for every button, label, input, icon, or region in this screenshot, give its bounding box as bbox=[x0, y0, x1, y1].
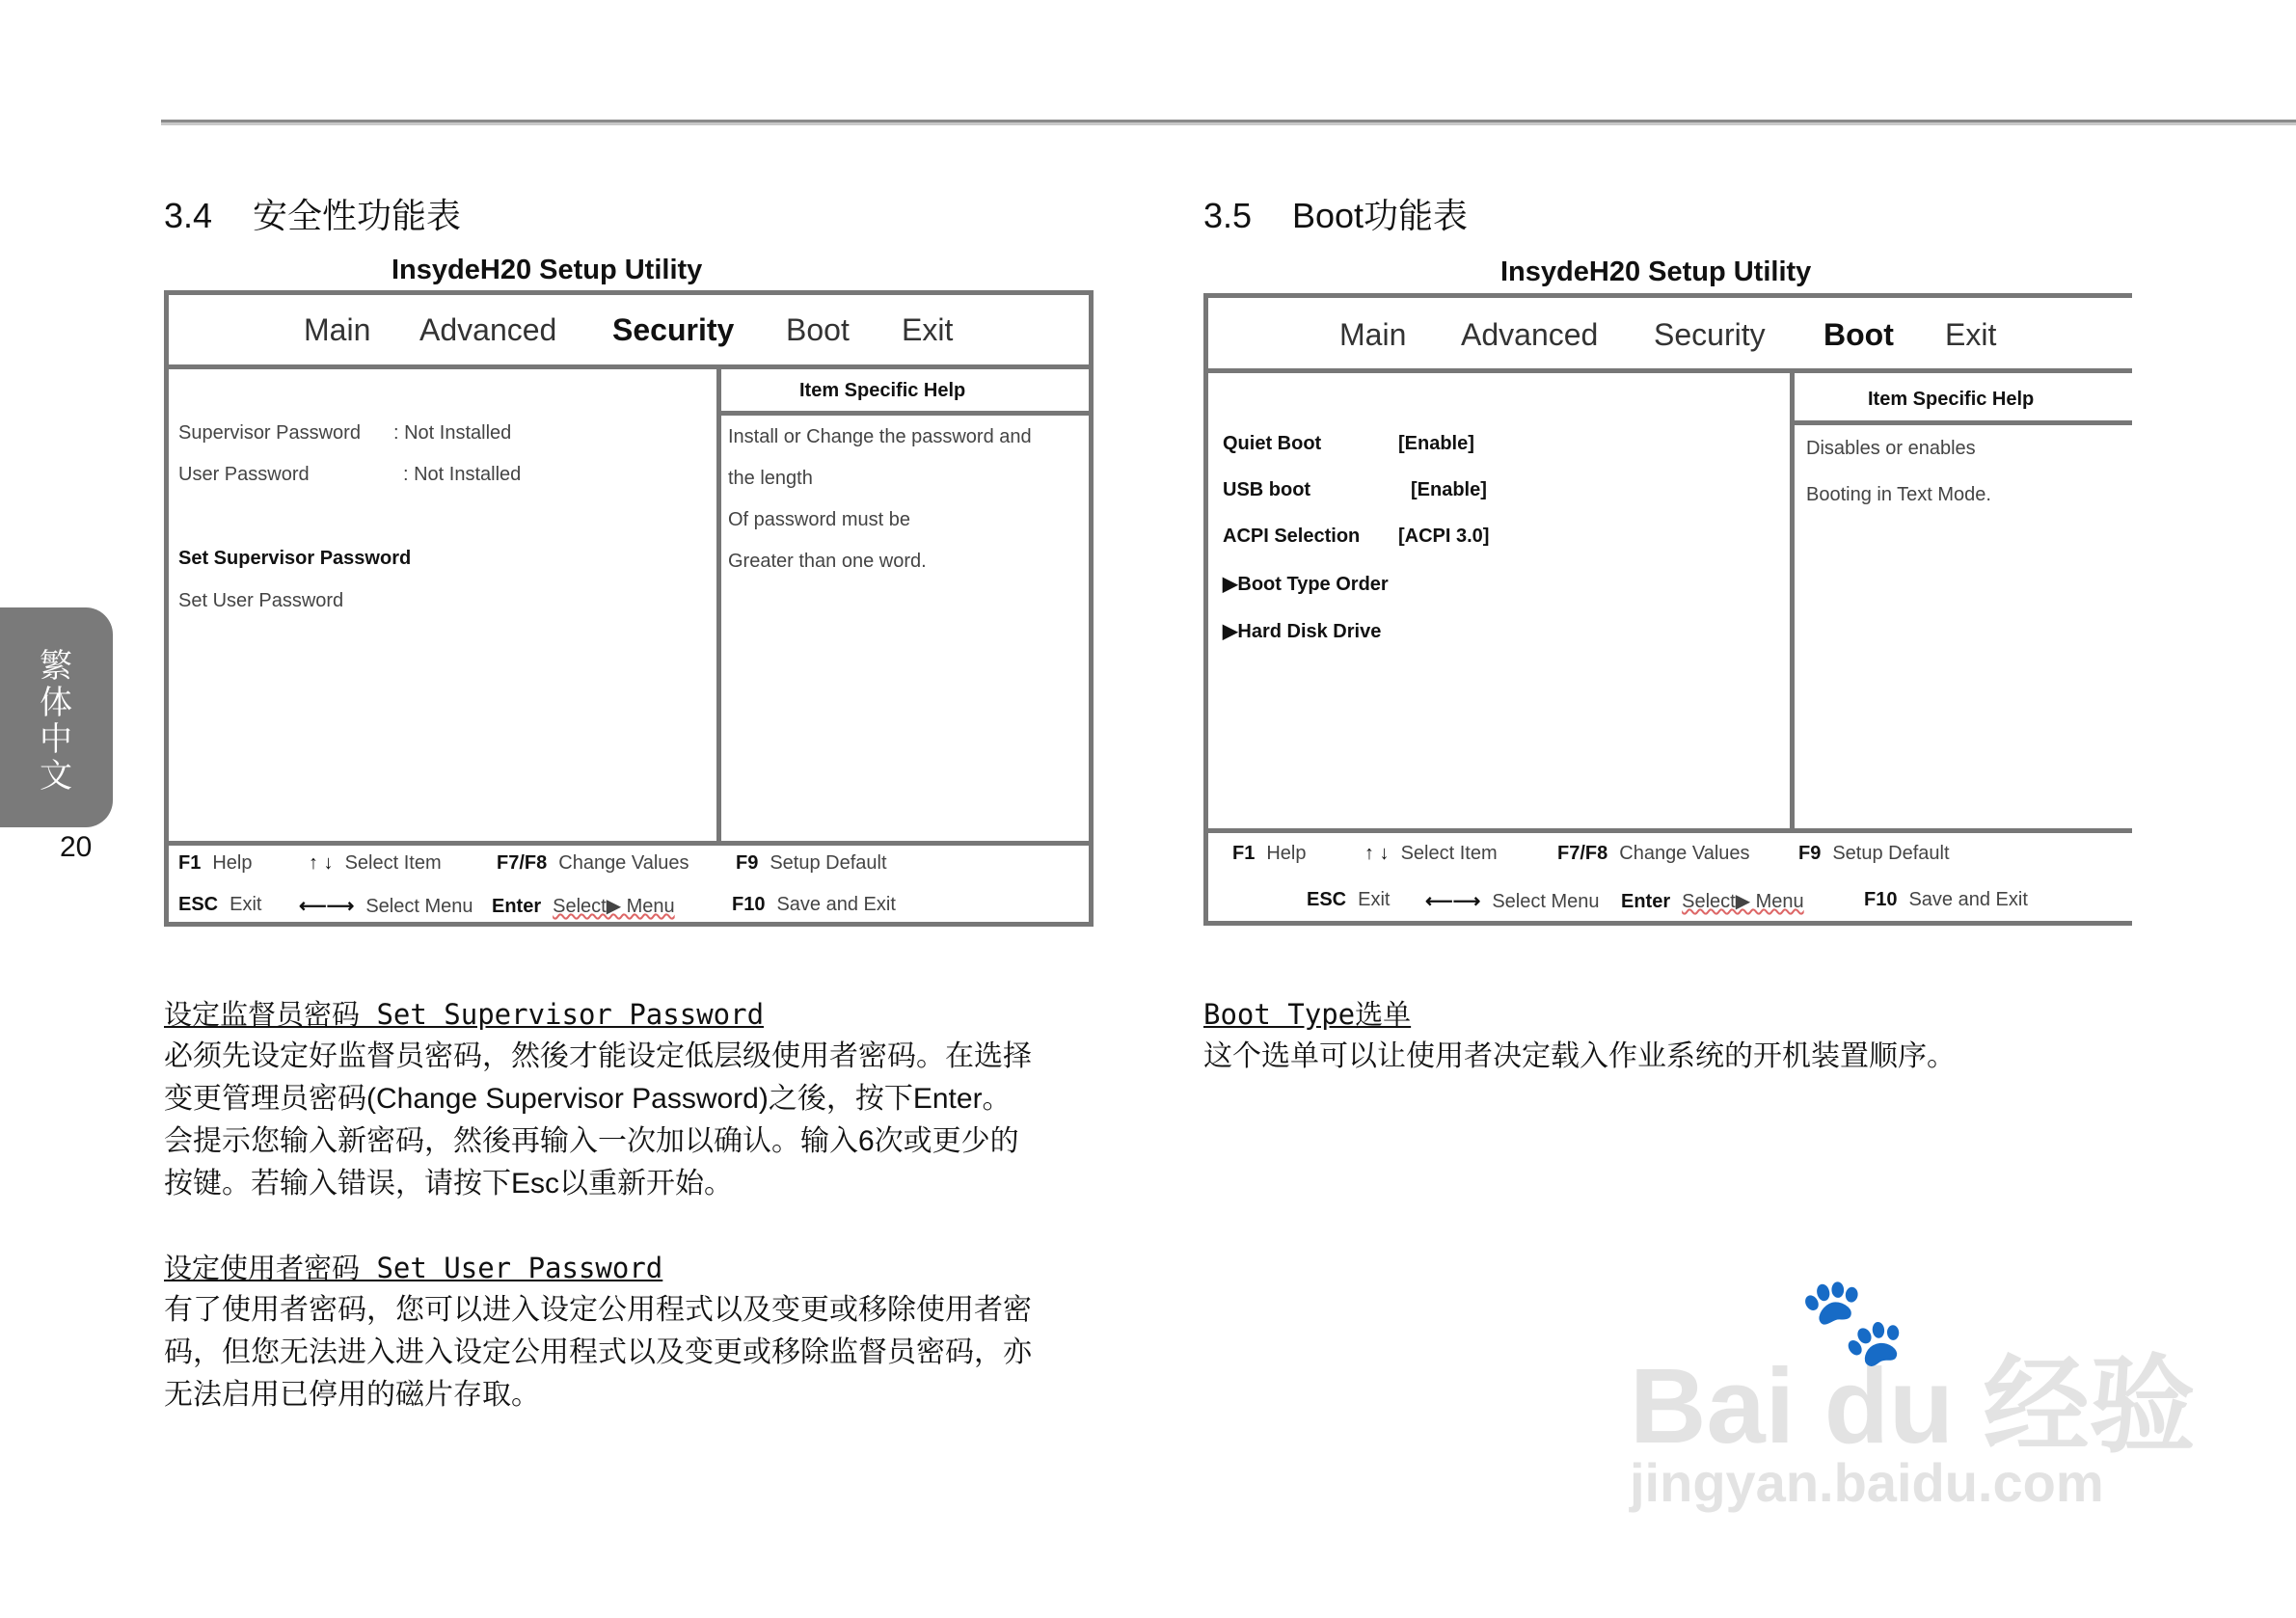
bios-screen-boot bbox=[1203, 293, 2132, 926]
key-label: Select Item bbox=[344, 852, 442, 874]
usb-boot-value[interactable]: [Enable] bbox=[1411, 479, 1487, 500]
footer-enter bbox=[492, 894, 675, 918]
key-label: Exit bbox=[1358, 889, 1391, 910]
key-label: Select▶ Menu bbox=[553, 896, 675, 917]
user-password-label: User Password bbox=[178, 464, 310, 485]
section-title: 安全性功能表 bbox=[253, 196, 462, 235]
top-rule bbox=[161, 120, 2296, 125]
menu-security[interactable]: Security bbox=[1654, 317, 1766, 352]
footer-updown bbox=[1364, 843, 1498, 865]
panel-divider bbox=[1790, 368, 1795, 832]
baidu-watermark-logo: Bai du 经验 bbox=[1630, 1347, 2196, 1466]
menu-exit[interactable]: Exit bbox=[902, 312, 954, 347]
footer-enter bbox=[1621, 889, 1804, 913]
help-header-divider bbox=[716, 411, 1089, 416]
menu-boot[interactable]: Boot bbox=[786, 312, 850, 347]
footer-esc bbox=[1307, 889, 1390, 911]
quiet-boot-value[interactable]: [Enable] bbox=[1398, 433, 1474, 454]
paw-icon: 🐾 bbox=[1798, 1274, 1907, 1370]
key: F7/F8 bbox=[497, 852, 548, 874]
key: ↑ ↓ bbox=[309, 852, 334, 874]
bios-title: InsydeH20 Setup Utility bbox=[1500, 256, 1812, 287]
key-label: Select Menu bbox=[365, 896, 473, 917]
set-supervisor-password-item[interactable]: Set Supervisor Password bbox=[178, 548, 412, 569]
key: F9 bbox=[736, 852, 759, 874]
section-number: 3.5 bbox=[1203, 196, 1253, 235]
footer-f9 bbox=[736, 852, 887, 875]
side-tab-label: 繁体中文 bbox=[40, 648, 72, 795]
key-label: Select Menu bbox=[1492, 891, 1600, 912]
help-line: Of password must be bbox=[728, 509, 910, 530]
key: ⟵⟶ bbox=[1425, 891, 1481, 912]
panel-divider bbox=[716, 364, 721, 845]
acpi-selection-label[interactable]: ACPI Selection bbox=[1223, 526, 1361, 547]
paragraph-line: 无法启用已停用的磁片存取。 bbox=[164, 1379, 540, 1411]
key: F10 bbox=[1864, 889, 1898, 910]
key-label: Setup Default bbox=[1832, 843, 1950, 864]
key: F7/F8 bbox=[1557, 843, 1608, 864]
help-line: Install or Change the password and bbox=[728, 426, 1032, 447]
hard-disk-drive-item[interactable]: ▶Hard Disk Drive bbox=[1223, 621, 1382, 642]
menu-security[interactable]: Security bbox=[612, 312, 735, 347]
footer-divider bbox=[169, 841, 1089, 846]
menu-advanced[interactable]: Advanced bbox=[1461, 317, 1599, 352]
footer-f7f8 bbox=[497, 852, 689, 875]
key: ⟵⟶ bbox=[299, 896, 355, 917]
bios-menubar bbox=[1208, 298, 2132, 373]
key-label: Select Item bbox=[1400, 843, 1498, 864]
key-label: Help bbox=[1266, 843, 1307, 864]
menu-exit[interactable]: Exit bbox=[1945, 317, 1997, 352]
bios-menubar bbox=[169, 295, 1089, 369]
menu-main[interactable]: Main bbox=[304, 312, 371, 347]
user-password-value: : Not Installed bbox=[403, 464, 522, 485]
paragraph-heading: 设定监督员密码 Set Supervisor Password bbox=[164, 998, 765, 1031]
help-line: Disables or enables bbox=[1806, 438, 1976, 459]
footer-leftright bbox=[1425, 889, 1600, 913]
footer-leftright bbox=[299, 894, 473, 918]
paragraph-line: 码，但您无法进入进入设定公用程式以及变更或移除监督员密码，亦 bbox=[164, 1336, 1032, 1368]
paragraph-line: 按键。若输入错误，请按下Esc以重新开始。 bbox=[164, 1168, 734, 1200]
key-label: Select▶ Menu bbox=[1682, 891, 1804, 912]
supervisor-password-label: Supervisor Password bbox=[178, 422, 361, 444]
key: Enter bbox=[492, 896, 542, 917]
key: F1 bbox=[1232, 843, 1256, 864]
help-title: Item Specific Help bbox=[1868, 389, 2035, 410]
footer-f9 bbox=[1798, 843, 1950, 865]
key: F1 bbox=[178, 852, 202, 874]
baidu-watermark-url: jingyan.baidu.com bbox=[1630, 1452, 2104, 1513]
menu-advanced[interactable]: Advanced bbox=[419, 312, 557, 347]
key: F9 bbox=[1798, 843, 1822, 864]
paragraph-heading: 设定使用者密码 Set User Password bbox=[164, 1252, 663, 1284]
set-user-password-item[interactable]: Set User Password bbox=[178, 590, 344, 611]
help-title: Item Specific Help bbox=[799, 380, 966, 401]
key-label: Save and Exit bbox=[1908, 889, 2028, 910]
paragraph-heading: Boot Type选单 bbox=[1203, 998, 1412, 1031]
key: ESC bbox=[1307, 889, 1347, 910]
page-number: 20 bbox=[60, 831, 93, 863]
acpi-selection-value[interactable]: [ACPI 3.0] bbox=[1398, 526, 1490, 547]
footer-esc bbox=[178, 894, 261, 916]
help-line: Greater than one word. bbox=[728, 551, 927, 572]
key-label: Help bbox=[212, 852, 253, 874]
key: ESC bbox=[178, 894, 219, 915]
usb-boot-label[interactable]: USB boot bbox=[1223, 479, 1311, 500]
section-heading-boot bbox=[1203, 189, 1468, 238]
footer-f1 bbox=[1232, 843, 1306, 865]
footer-f1 bbox=[178, 852, 252, 875]
menu-boot[interactable]: Boot bbox=[1823, 317, 1894, 352]
key-label: Save and Exit bbox=[776, 894, 896, 915]
supervisor-password-value: : Not Installed bbox=[393, 422, 512, 444]
key-label: Change Values bbox=[558, 852, 689, 874]
help-line: Booting in Text Mode. bbox=[1806, 484, 1991, 505]
footer-updown bbox=[309, 852, 442, 875]
footer-f7f8 bbox=[1557, 843, 1750, 865]
paragraph-line: 变更管理员密码(Change Supervisor Password)之後，按下Enter。 bbox=[164, 1083, 1012, 1115]
boot-type-order-item[interactable]: ▶Boot Type Order bbox=[1223, 574, 1389, 595]
help-line: the length bbox=[728, 468, 813, 489]
section-title: Boot功能表 bbox=[1292, 196, 1469, 235]
user-password-description bbox=[164, 1247, 1099, 1416]
footer-f10 bbox=[732, 894, 896, 916]
bios-title: InsydeH20 Setup Utility bbox=[392, 255, 703, 285]
key: ↑ ↓ bbox=[1364, 843, 1390, 864]
key-label: Setup Default bbox=[770, 852, 887, 874]
section-heading-security bbox=[164, 189, 461, 238]
footer-divider bbox=[1208, 828, 2132, 833]
paragraph-line: 这个选单可以让使用者决定载入作业系统的开机装置顺序。 bbox=[1203, 1040, 1956, 1072]
help-header-divider bbox=[1790, 420, 2132, 425]
bios-screen-security bbox=[164, 290, 1094, 927]
footer-f10 bbox=[1864, 889, 2028, 911]
section-number: 3.4 bbox=[164, 196, 213, 235]
paragraph-line: 会提示您输入新密码，然後再输入一次加以确认。输入6次或更少的 bbox=[164, 1125, 1019, 1157]
paragraph-line: 必须先设定好监督员密码，然後才能设定低层级使用者密码。在选择 bbox=[164, 1040, 1032, 1072]
key-label: Change Values bbox=[1619, 843, 1750, 864]
key-label: Exit bbox=[230, 894, 262, 915]
supervisor-password-description bbox=[164, 993, 1099, 1205]
key: Enter bbox=[1621, 891, 1671, 912]
key: F10 bbox=[732, 894, 766, 915]
menu-main[interactable]: Main bbox=[1339, 317, 1407, 352]
paragraph-line: 有了使用者密码，您可以进入设定公用程式以及变更或移除使用者密 bbox=[164, 1294, 1032, 1326]
quiet-boot-label[interactable]: Quiet Boot bbox=[1223, 433, 1322, 454]
boot-type-description bbox=[1203, 993, 2139, 1078]
